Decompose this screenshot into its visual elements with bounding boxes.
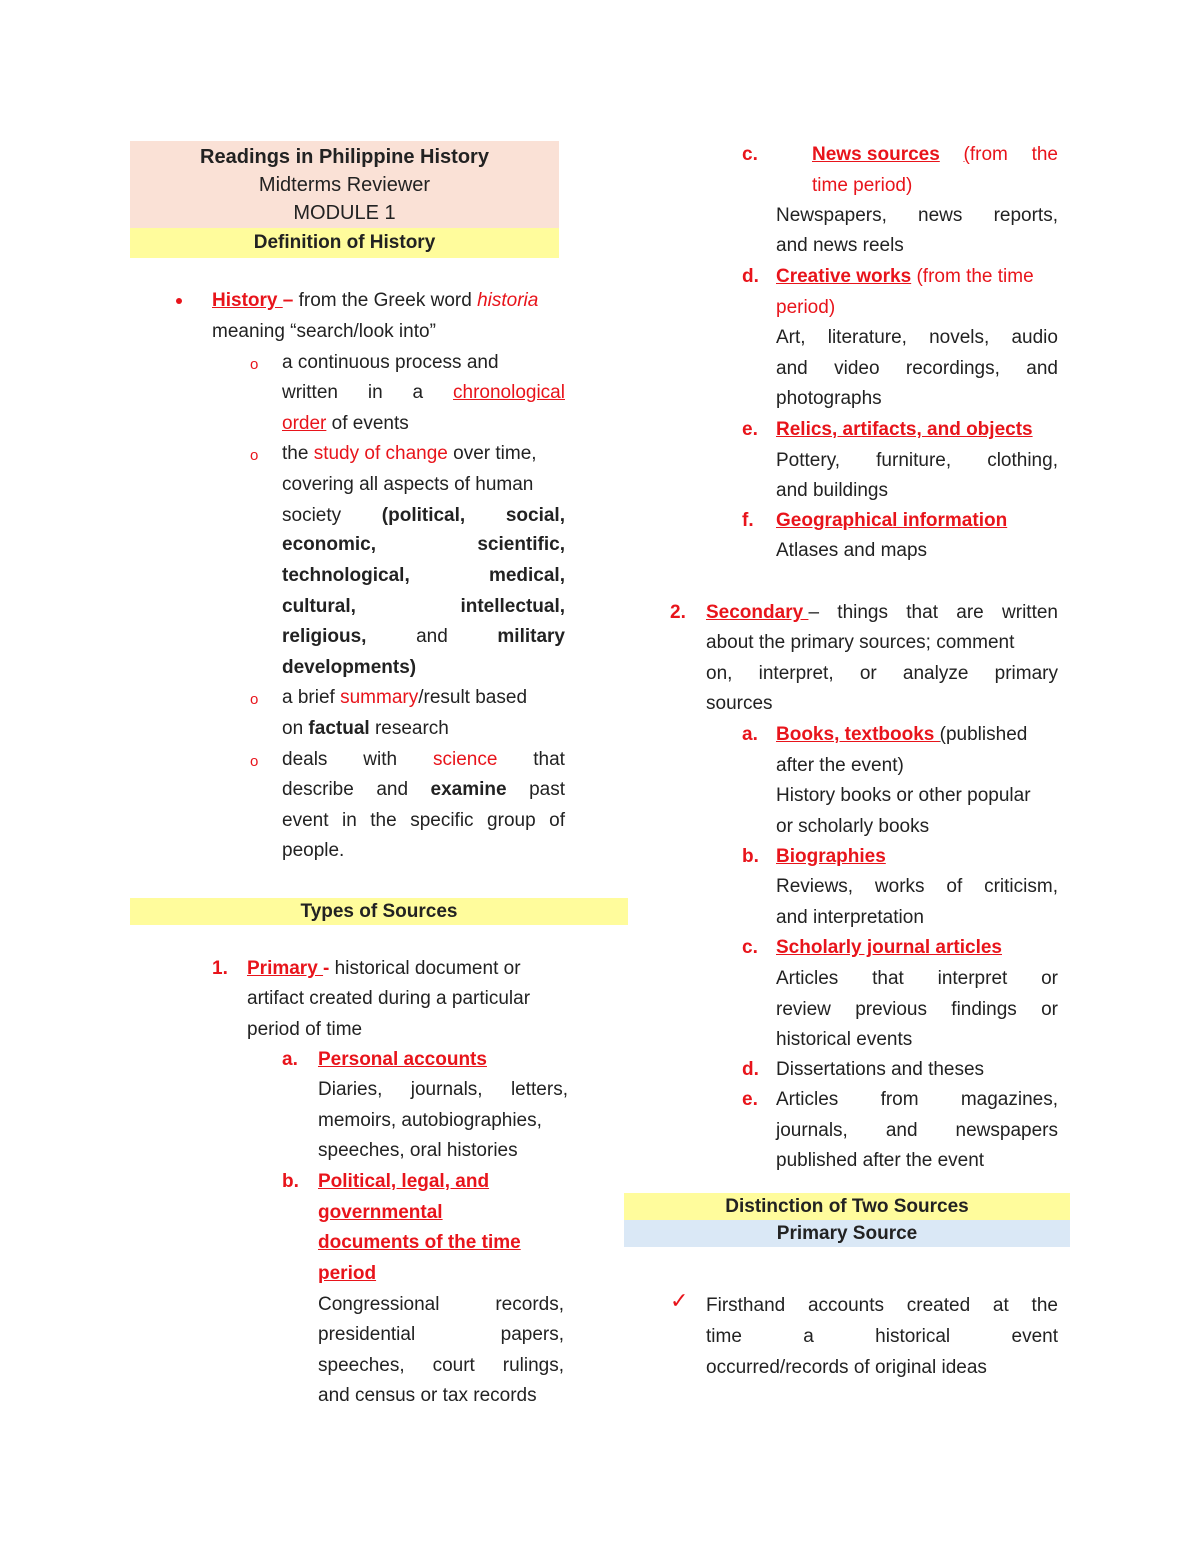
text-line: after the event) xyxy=(776,755,904,776)
item-desc-line: Diaries, journals, letters, xyxy=(318,1079,568,1100)
item-desc-line: speeches, court rulings, xyxy=(318,1355,564,1376)
circle-bullet-icon: o xyxy=(250,447,259,464)
text-line: on, interpret, or analyze primary xyxy=(706,663,1058,684)
aspect-military: military xyxy=(497,626,565,647)
item-title: Political, legal, and xyxy=(318,1171,490,1192)
text-span: society xyxy=(282,505,342,526)
science-highlight: science xyxy=(432,749,498,770)
sub-point-summary xyxy=(282,683,567,714)
text-line: covering all aspects of human xyxy=(282,474,534,495)
secondary-label: Secondary xyxy=(706,602,809,623)
list-number: 1. xyxy=(212,958,228,979)
list-letter: d. xyxy=(742,266,759,287)
aspect-intellectual: intellectual, xyxy=(460,596,565,617)
list-letter: a. xyxy=(742,724,758,745)
primary-heading xyxy=(247,954,567,985)
list-letter: e. xyxy=(742,419,758,440)
list-letter: f. xyxy=(742,510,754,531)
text-line: and news reels xyxy=(776,235,904,256)
item-desc-line: Newspapers, news reports, xyxy=(776,205,1058,226)
aspect-social: social, xyxy=(505,505,565,526)
aspect-scientific: scientific, xyxy=(477,534,565,555)
text-span: a brief xyxy=(282,687,341,708)
text-line: people. xyxy=(282,840,345,861)
item-title: Biographies xyxy=(776,846,886,867)
aspect-developments: developments) xyxy=(282,657,417,678)
list-number: 2. xyxy=(670,602,686,623)
text-line: time a historical event xyxy=(706,1326,1058,1347)
aspects-line-2 xyxy=(282,530,565,561)
item-title: governmental xyxy=(318,1202,443,1223)
secondary-heading: Secondary – things that are written xyxy=(706,602,1058,623)
item-desc-line: Articles that interpret or xyxy=(776,968,1058,989)
item-desc-line: Pottery, furniture, clothing, xyxy=(776,450,1058,471)
sub-point-science-line2: describe and examine past xyxy=(282,775,565,806)
item-title-line xyxy=(776,262,1061,293)
item-title-line: Books, textbooks (published xyxy=(776,724,1028,745)
item-desc-line: presidential papers, xyxy=(318,1324,564,1345)
sub-point-continuous-line3 xyxy=(282,409,565,440)
item-desc-line: Reviews, works of criticism, xyxy=(776,876,1058,897)
text-line: or scholarly books xyxy=(776,816,930,837)
circle-bullet-icon: o xyxy=(250,356,259,373)
text-line: historical events xyxy=(776,1029,913,1050)
sub-point-continuous xyxy=(282,348,565,379)
doc-subtitle: Midterms Reviewer xyxy=(258,174,431,196)
item-title: Books, textbooks xyxy=(776,724,940,745)
text-line: published after the event xyxy=(776,1150,985,1171)
aspects-line-4 xyxy=(282,592,565,623)
chronological-highlight: chronological xyxy=(453,382,565,403)
item-title-line: News sources (from the xyxy=(812,140,1058,171)
item-title: News sources xyxy=(812,144,940,165)
item-desc-line: review previous findings or xyxy=(776,999,1058,1020)
text-line: Dissertations and theses xyxy=(776,1059,985,1080)
item-title: Relics, artifacts, and objects xyxy=(776,419,1033,440)
text-span: over time, xyxy=(447,443,537,464)
section-heading-types: Types of Sources xyxy=(130,898,628,925)
list-letter: a. xyxy=(282,1049,298,1070)
item-title: documents of the time xyxy=(318,1232,521,1253)
history-dash: – xyxy=(282,290,294,311)
text-span: of events xyxy=(326,413,409,434)
greek-word: historia xyxy=(477,290,539,311)
text-line: occurred/records of original ideas xyxy=(706,1357,987,1378)
text-line: Firsthand accounts created at the xyxy=(706,1295,1058,1316)
list-letter: c. xyxy=(742,937,758,958)
history-term: History xyxy=(212,290,283,311)
study-highlight: study of change xyxy=(313,443,448,464)
item-desc-line: Articles from magazines, xyxy=(776,1089,1058,1110)
sub-point-continuous-line2: written in a chronological xyxy=(282,378,565,409)
text-span: on xyxy=(282,718,309,739)
item-title-tail: time period) xyxy=(812,175,913,196)
title-block xyxy=(130,141,559,228)
list-letter: b. xyxy=(742,846,759,867)
text-line: event in the specific group of xyxy=(282,810,565,831)
item-title: Creative works xyxy=(776,266,912,287)
text-line: period of time xyxy=(247,1019,363,1040)
factual-bold: factual xyxy=(308,718,370,739)
text-line: History books or other popular xyxy=(776,785,1031,806)
text-span: research xyxy=(369,718,449,739)
checkmark-icon: ✓ xyxy=(670,1288,689,1313)
aspect-medical: medical, xyxy=(488,565,565,586)
history-intro: from the Greek word xyxy=(293,290,478,311)
text-line: memoirs, autobiographies, xyxy=(318,1110,542,1131)
sub-point-summary-line2 xyxy=(282,714,567,745)
history-definition xyxy=(212,286,567,317)
text-span: historical document or xyxy=(334,958,521,979)
list-letter: d. xyxy=(742,1059,759,1080)
circle-bullet-icon: o xyxy=(250,753,259,770)
list-letter: b. xyxy=(282,1171,299,1192)
order-highlight: order xyxy=(282,413,327,434)
text-line: and interpretation xyxy=(776,907,924,928)
aspect-political: (political, xyxy=(381,505,466,526)
item-desc-line: and video recordings, and xyxy=(776,358,1058,379)
text-line: about the primary sources; comment xyxy=(706,632,1015,653)
text-span: /result based xyxy=(418,687,528,708)
item-title: period xyxy=(318,1263,377,1284)
item-desc-line: Art, literature, novels, audio xyxy=(776,327,1058,348)
item-title: Geographical information xyxy=(776,510,1008,531)
aspect-religious: religious, xyxy=(282,626,367,647)
primary-dash: - xyxy=(323,958,335,979)
examine-bold: examine xyxy=(430,779,507,800)
module-label: MODULE 1 xyxy=(293,202,396,224)
text-line: speeches, oral histories xyxy=(318,1140,518,1161)
text-line: artifact created during a particular xyxy=(247,988,531,1009)
item-title-tail: period) xyxy=(776,297,836,318)
subheading-primary-source: Primary Source xyxy=(624,1220,1070,1247)
text-line: a continuous process and xyxy=(282,352,499,373)
section-heading-definition: Definition of History xyxy=(130,228,559,258)
summary-highlight: summary xyxy=(340,687,419,708)
text-span: that xyxy=(533,749,565,770)
aspects-line-5 xyxy=(282,622,565,653)
text-span: the xyxy=(282,443,314,464)
aspects-line-3 xyxy=(282,561,565,592)
aspect-economic: economic, xyxy=(282,534,376,555)
bullet-icon xyxy=(176,298,182,304)
text-line: and census or tax records xyxy=(318,1385,537,1406)
sub-point-study xyxy=(282,439,567,470)
list-letter: c. xyxy=(742,144,758,165)
doc-title: Readings in Philippine History xyxy=(200,146,489,168)
aspect-technological: technological, xyxy=(282,565,410,586)
list-letter: e. xyxy=(742,1089,758,1110)
item-title-tail: (from the time xyxy=(911,266,1034,287)
text-line: Atlases and maps xyxy=(776,540,928,561)
primary-label: Primary xyxy=(247,958,324,979)
sub-point-science: deals with science that xyxy=(282,745,565,776)
item-title: Scholarly journal articles xyxy=(776,937,1002,958)
circle-bullet-icon: o xyxy=(250,691,259,708)
text-span: and xyxy=(416,626,448,647)
section-heading-distinction: Distinction of Two Sources xyxy=(624,1193,1070,1220)
item-title: Personal accounts xyxy=(318,1049,487,1070)
text-line: and buildings xyxy=(776,480,888,501)
aspect-cultural: cultural, xyxy=(282,596,356,617)
item-desc-line: journals, and newspapers xyxy=(776,1120,1058,1141)
aspects-line-1 xyxy=(282,501,565,532)
text-line: sources xyxy=(706,693,773,714)
history-meaning: meaning “search/look into” xyxy=(212,321,436,342)
item-desc-line: Congressional records, xyxy=(318,1294,564,1315)
text-line: photographs xyxy=(776,388,882,409)
